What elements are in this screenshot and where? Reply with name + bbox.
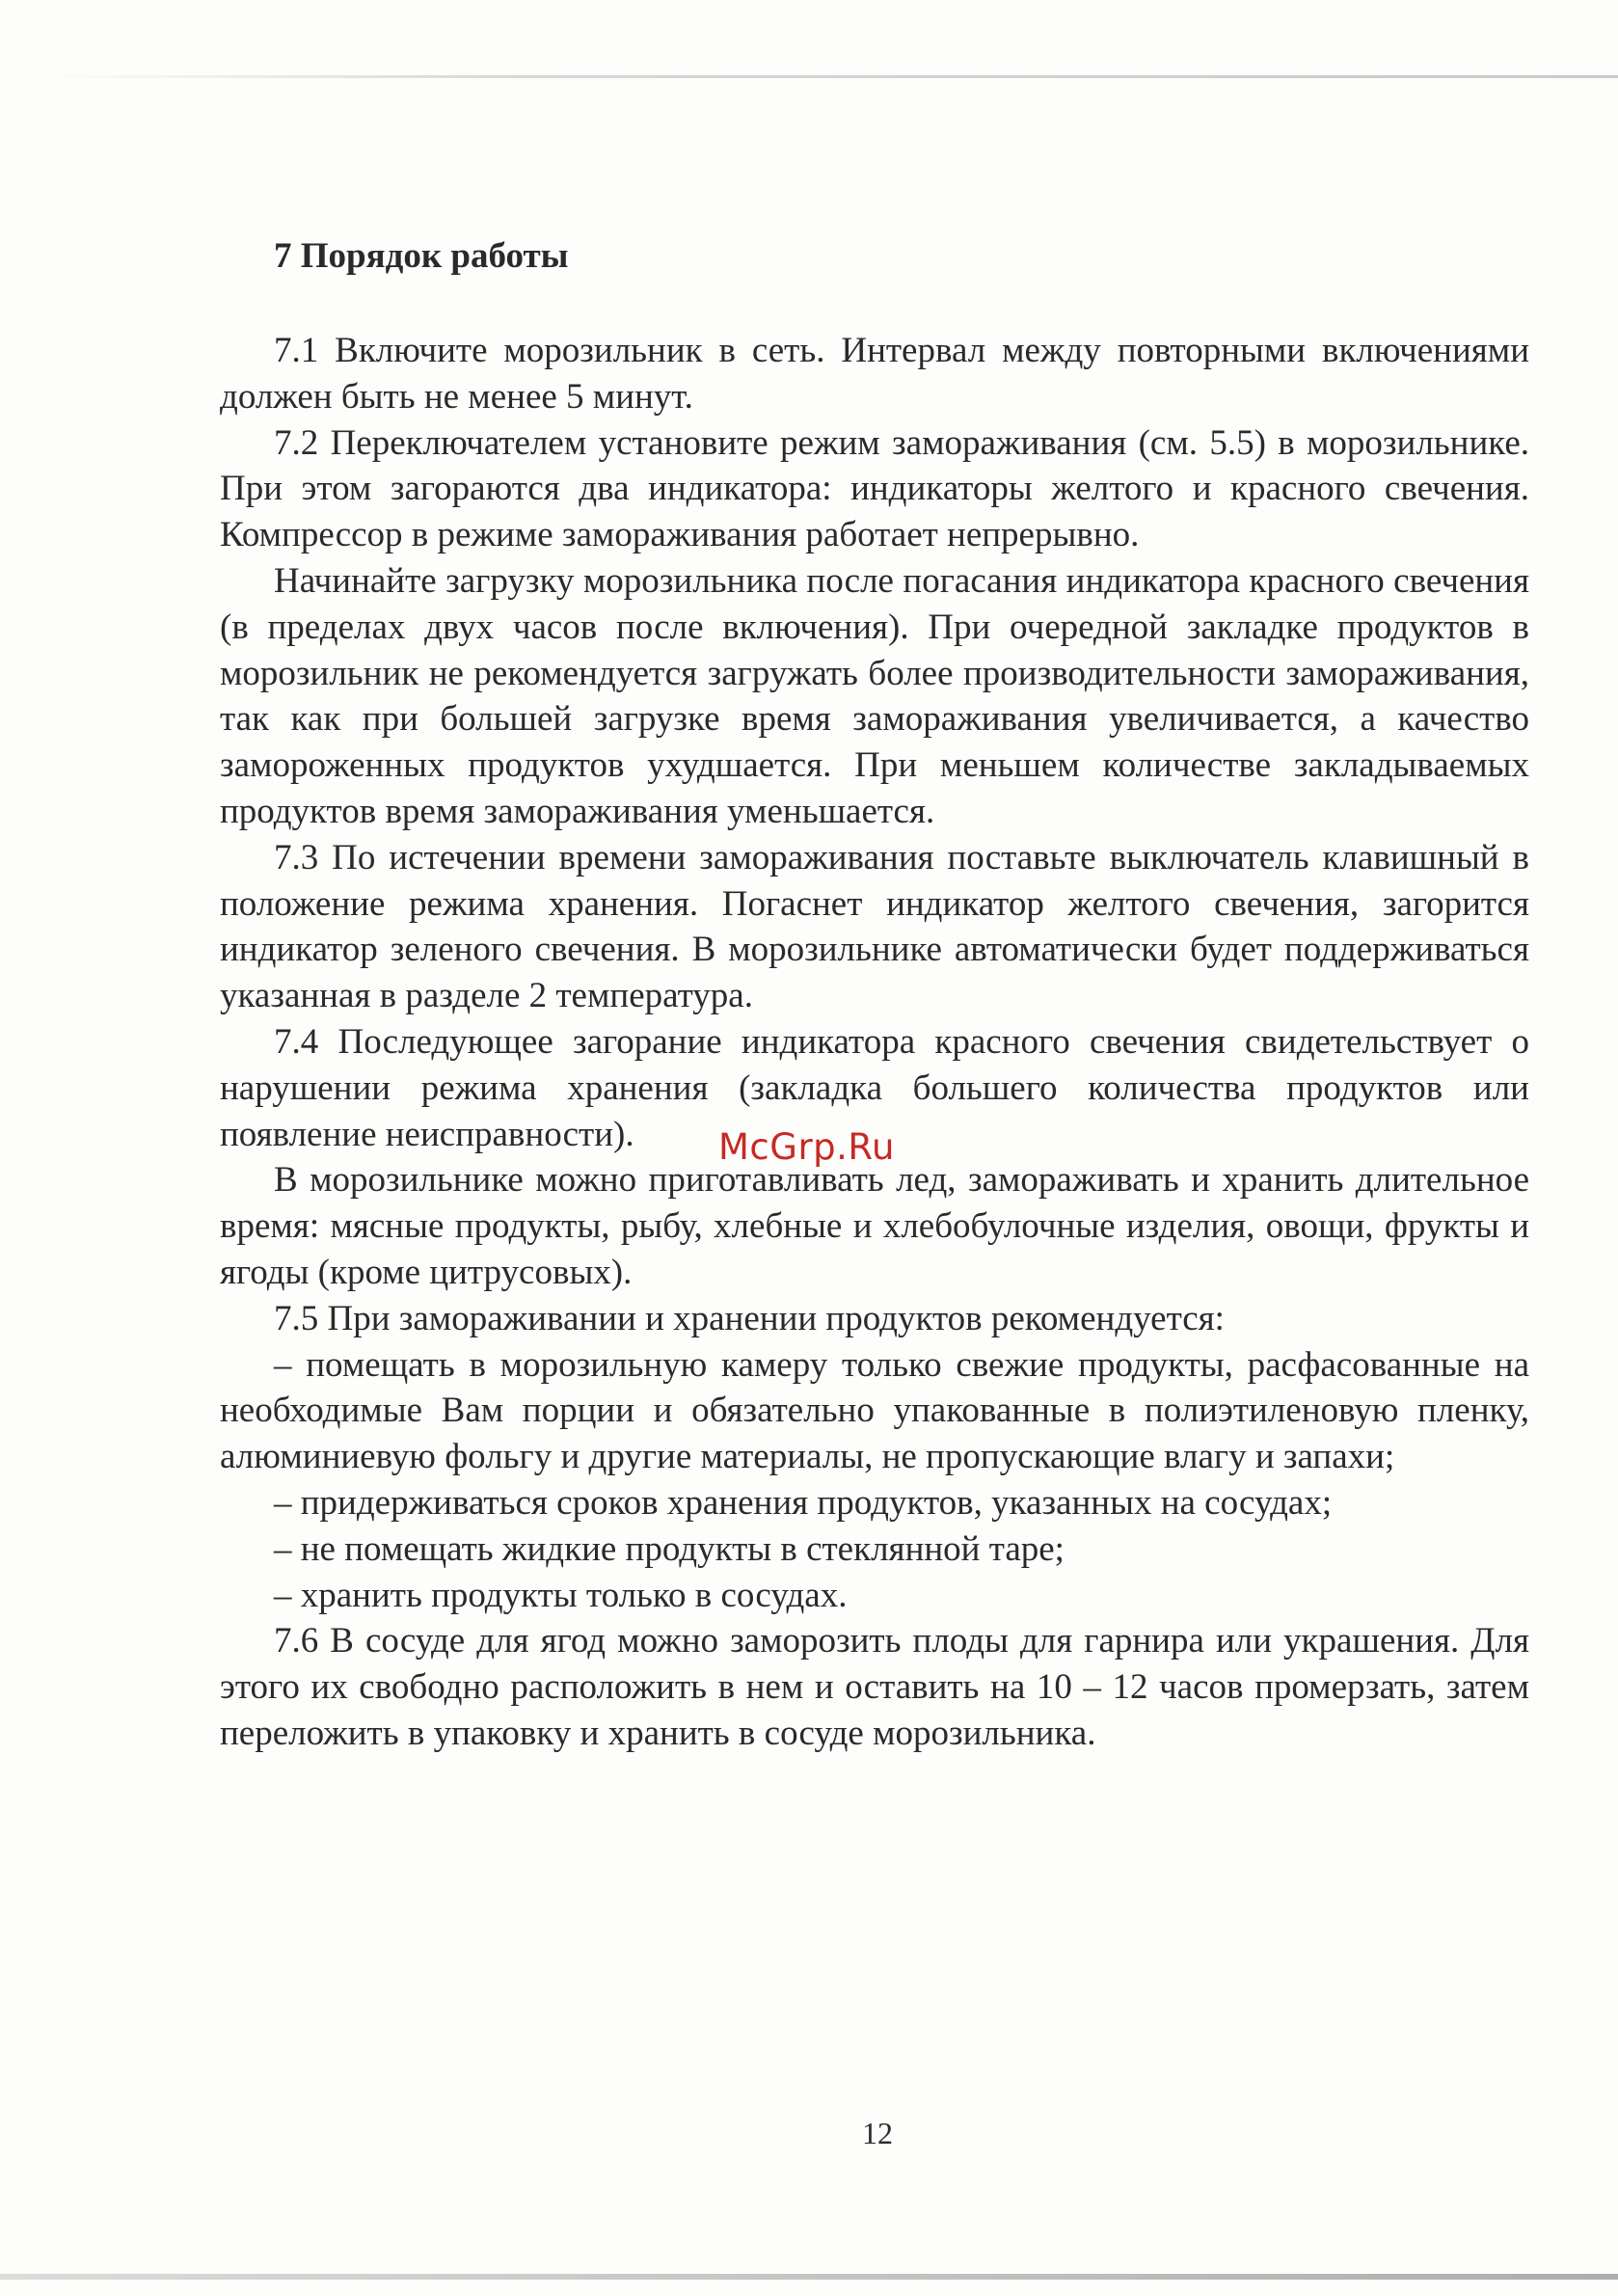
list-item: – помещать в морозильную камеру только свежие продукты, расфасованные на необходимые Вам порции и обязательно упакованные в полиэтиленовую пленку, алюминиевую фольгу и другие материалы, не пропускающие влагу и запахи; [220,1344,1529,1477]
paragraph-loading: Начинайте загрузку морозильника после погасания индикатора красного свечения (в пределах двух часов после включения). При очередной закладке продуктов в морозильник не рекомендуется загружать более производительности замораживания, так как при большей загрузке время замораживания увеличивается, а качество замороженных продуктов ухудшается. При меньшем количестве закладываемых продуктов время замораживания уменьшается. [220,560,1529,831]
body-text [220,328,1529,1757]
list-item: – хранить продукты только в сосудах. [274,1575,848,1615]
paragraph-7-5: 7.5 При замораживании и хранении продуктов рекомендуется: [274,1298,1225,1338]
page-number: 12 [862,2116,893,2150]
scan-edge-bottom [0,2274,1618,2280]
paragraph-7-3: 7.3 По истечении времени замораживания поставьте выключатель клавишный в положение режима хранения. Погаснет индикатор желтого свечения, загорится индикатор зеленого свечения. В морозильнике автоматически будет поддерживаться указанная в разделе 2 температура. [220,837,1529,1016]
watermark: McGrp.Ru [718,1126,895,1168]
paragraph-7-1: 7.1 Включите морозильник в сеть. Интервал между повторными включениями должен быть не менее 5 минут. [220,331,1529,417]
list-item: – придерживаться сроков хранения продуктов, указанных на сосудах; [274,1482,1333,1523]
list-item: – не помещать жидкие продукты в стеклянной таре; [274,1528,1065,1569]
paragraph-7-2: 7.2 Переключателем установите режим замораживания (см. 5.5) в морозильнике. При этом загораются два индикатора: индикаторы желтого и красного свечения. Компрессор в режиме замораживания работает непрерывно. [220,422,1529,555]
scan-edge-top [39,75,1618,78]
paragraph-7-4: 7.4 Последующее загорание индикатора красного свечения свидетельствует о нарушении режима хранения (закладка большего количества продуктов или появление неисправности). [220,1021,1529,1154]
paragraph-7-6: 7.6 В сосуде для ягод можно заморозить плоды для гарнира или украшения. Для этого их свободно расположить в нем и оставить на 10 – 12 часов промерзать, затем переложить в упаковку и хранить в сосуде морозильника. [220,1621,1529,1753]
section-heading: 7 Порядок работы [274,236,569,276]
paragraph-storage: В морозильнике можно приготавливать лед, замораживать и хранить длительное время: мясные продукты, рыбу, хлебные и хлебобулочные изделия, овощи, фрукты и ягоды (кроме цитрусовых). [220,1160,1529,1292]
